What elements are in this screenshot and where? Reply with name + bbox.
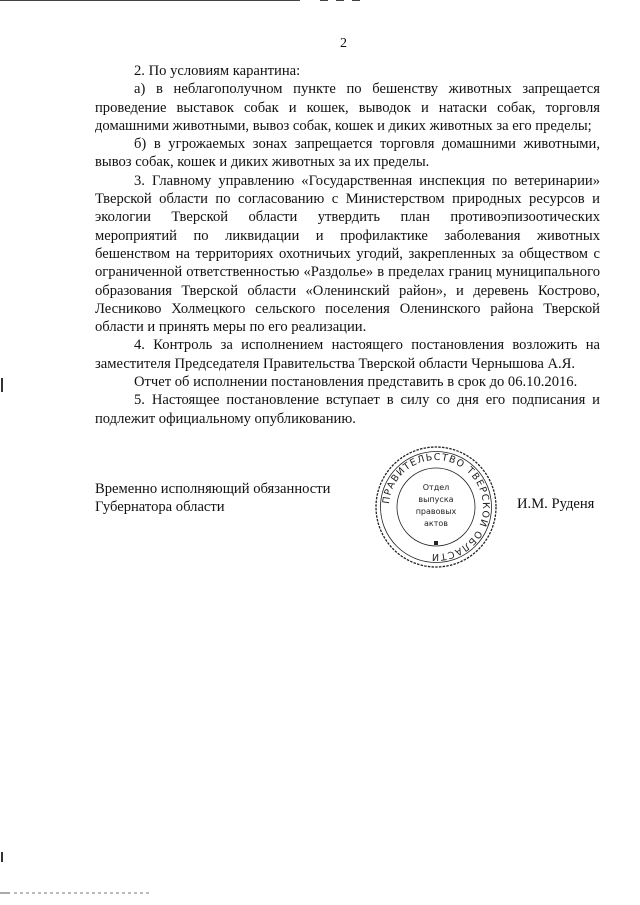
paragraph: Отчет об исполнении постановления представить в срок до 06.10.2016. <box>134 374 578 391</box>
stamp-ring-text: ПРАВИТЕЛЬСТВО ТВЕРСКОЙ ОБЛАСТИ <box>380 451 492 563</box>
stamp-center-line: выпуска <box>418 495 454 504</box>
scan-left-edge-mark <box>1 852 3 862</box>
paragraph: 4. Контроль за исполнением настоящего постановления возложить на заместителя Председателя Правительства Тверской области Чернышова А.Я. <box>95 337 600 372</box>
scan-bottom-edge <box>0 890 640 896</box>
paragraph: 5. Настоящее постановление вступает в силу со дня его подписания и подлежит официальному опубликованию. <box>95 392 600 427</box>
signatory-position-line: Губернатора области <box>95 499 225 516</box>
signatory-position-line: Временно исполняющий обязанности <box>95 481 331 497</box>
signatory-position <box>95 480 330 517</box>
scan-top-edge <box>0 0 640 2</box>
stamp-center-line: Отдел <box>422 483 450 492</box>
paragraph: а) в неблагополучном пункте по бешенству животных запрещается проведение выставок собак и кошек, выводок и натаски собак, торговля домашними животными, вывоз собак, кошек и диких животных за его пределы; <box>95 81 600 134</box>
document-body <box>95 62 600 428</box>
stamp-dot <box>434 541 438 545</box>
paragraph: 2. По условиям карантина: <box>134 63 301 79</box>
paragraph: 3. Главному управлению «Государственная инспекция по ветеринарии» Тверской области по согласованию с Министерством природных ресурсов и экологии Тверской области утвердить план противоэпизоотических мероприятий по ликвидации и профилактике заболевания животных бешенством на территориях охотничьих угодий, закрепленных за обществом с ограниченной ответственностью «Раздолье» в пределах границ муниципального образования Тверской области «Оленинский район», и деревень Кострово, Лесниково Холмецкого сельского поселения Оленинского района Тверской области и принять меры по его реализации. <box>95 172 600 336</box>
page-number: 2 <box>340 36 347 51</box>
stamp-center-line: правовых <box>415 507 457 516</box>
signatory-name: И.М. Руденя <box>517 496 595 512</box>
paragraph: б) в угрожаемых зонах запрещается торговля домашними животными, вывоз собак, кошек и диких животных за их пределы. <box>95 136 600 171</box>
scan-left-edge-mark <box>1 378 3 392</box>
official-stamp <box>372 443 500 571</box>
stamp-center-line: актов <box>423 519 449 528</box>
